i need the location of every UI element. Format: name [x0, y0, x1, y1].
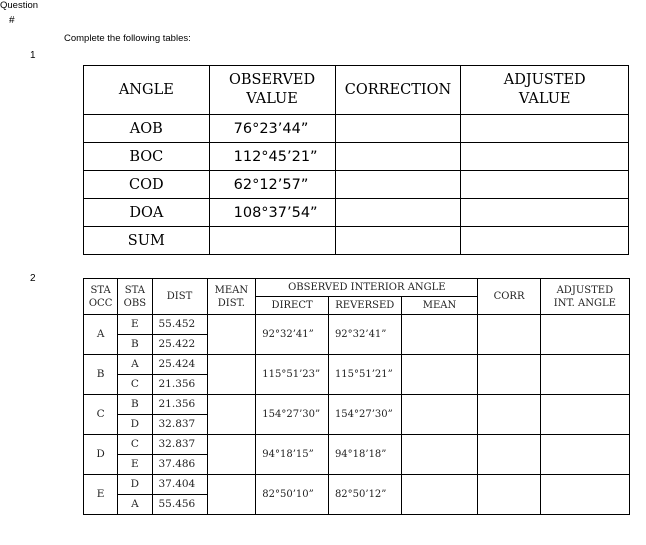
header-mean-line2: DIST.	[217, 297, 245, 309]
adjusted-cell[interactable]	[461, 199, 629, 227]
instruction-text: Complete the following tables:	[64, 33, 191, 44]
sta-occ-cell: E	[84, 475, 118, 515]
header-dist: DIST	[152, 279, 207, 315]
header-sta-obs-line1: STA	[124, 284, 145, 296]
dist-cell: 25.422	[152, 335, 207, 355]
observed-cell[interactable]	[209, 227, 335, 255]
sta-occ-cell: D	[84, 435, 118, 475]
table-row	[84, 475, 630, 495]
adjusted-angle-cell[interactable]	[540, 475, 629, 515]
header-sta-occ-line2: OCC	[88, 297, 113, 309]
dist-cell: 25.424	[152, 355, 207, 375]
corr-cell[interactable]	[478, 315, 540, 355]
table-row	[84, 199, 629, 227]
header-adjusted-line2: VALUE	[518, 91, 571, 107]
correction-cell[interactable]	[335, 199, 461, 227]
correction-cell[interactable]	[335, 227, 461, 255]
correction-cell[interactable]	[335, 143, 461, 171]
header-mean-dist	[207, 279, 256, 315]
header-observed-value	[209, 66, 335, 115]
corr-cell[interactable]	[478, 435, 540, 475]
sta-obs-cell: D	[118, 415, 152, 435]
header-mean: MEAN	[401, 297, 478, 315]
correction-cell[interactable]	[335, 115, 461, 143]
mean-dist-cell[interactable]	[207, 395, 256, 435]
dist-cell: 37.486	[152, 455, 207, 475]
adjusted-angle-cell[interactable]	[540, 315, 629, 355]
angle-adjustment-table	[83, 65, 629, 255]
header-angle: ANGLE	[84, 66, 210, 115]
angle-cell: COD	[84, 171, 210, 199]
table-header-row	[84, 66, 629, 115]
correction-cell[interactable]	[335, 171, 461, 199]
dist-cell: 55.456	[152, 495, 207, 515]
reversed-angle-cell: 92°32’41”	[328, 315, 401, 355]
adjusted-angle-cell[interactable]	[540, 435, 629, 475]
header-observed-line2: VALUE	[246, 91, 298, 107]
angle-cell: AOB	[84, 115, 210, 143]
angle-cell: SUM	[84, 227, 210, 255]
mean-angle-cell[interactable]	[401, 355, 478, 395]
dist-cell: 32.837	[152, 415, 207, 435]
direct-angle-cell: 115°51’23”	[256, 355, 329, 395]
header-sta-occ-line1: STA	[90, 284, 111, 296]
mean-angle-cell[interactable]	[401, 435, 478, 475]
sta-obs-cell: A	[118, 355, 152, 375]
mean-dist-cell[interactable]	[207, 475, 256, 515]
sta-obs-cell: B	[118, 395, 152, 415]
direct-angle-cell: 92°32’41”	[256, 315, 329, 355]
reversed-angle-cell: 115°51’21”	[328, 355, 401, 395]
header-adjusted-line1: ADJUSTED	[503, 72, 586, 88]
question-number-2: 2	[30, 273, 36, 284]
sta-obs-cell: C	[118, 375, 152, 395]
header-observed-line1: OBSERVED	[229, 72, 316, 88]
header-sta-occ	[84, 279, 118, 315]
corr-cell[interactable]	[478, 395, 540, 435]
table-row	[84, 143, 629, 171]
adjusted-cell[interactable]	[461, 115, 629, 143]
header-adj-line1: ADJUSTED	[556, 284, 614, 296]
angle-cell: BOC	[84, 143, 210, 171]
mean-dist-cell[interactable]	[207, 435, 256, 475]
direct-angle-cell: 154°27’30”	[256, 395, 329, 435]
table-row	[84, 395, 630, 415]
mean-angle-cell[interactable]	[401, 475, 478, 515]
sta-occ-cell: C	[84, 395, 118, 435]
sta-occ-cell: B	[84, 355, 118, 395]
sta-obs-cell: D	[118, 475, 152, 495]
dist-cell: 55.452	[152, 315, 207, 335]
adjusted-cell[interactable]	[461, 171, 629, 199]
sta-obs-cell: C	[118, 435, 152, 455]
adjusted-angle-cell[interactable]	[540, 355, 629, 395]
header-reversed: REVERSED	[328, 297, 401, 315]
observed-cell: 108°37’54”	[209, 199, 335, 227]
table-row	[84, 115, 629, 143]
observed-cell: 62°12’57”	[209, 171, 335, 199]
dist-cell: 21.356	[152, 375, 207, 395]
observed-cell: 112°45’21”	[209, 143, 335, 171]
table-header-row	[84, 279, 630, 297]
sta-obs-cell: A	[118, 495, 152, 515]
table-row	[84, 435, 630, 455]
adjusted-cell[interactable]	[461, 227, 629, 255]
mean-dist-cell[interactable]	[207, 355, 256, 395]
sta-obs-cell: E	[118, 315, 152, 335]
reversed-angle-cell: 154°27’30”	[328, 395, 401, 435]
header-sta-obs-line2: OBS	[123, 297, 147, 309]
header-sta-obs	[118, 279, 152, 315]
header-adjusted-value	[461, 66, 629, 115]
observed-cell: 76°23’44”	[209, 115, 335, 143]
sta-obs-cell: B	[118, 335, 152, 355]
table-row	[84, 227, 629, 255]
angle-cell: DOA	[84, 199, 210, 227]
table-row	[84, 315, 630, 335]
dist-cell: 32.837	[152, 435, 207, 455]
header-direct: DIRECT	[256, 297, 329, 315]
question-label: Question	[0, 0, 39, 11]
question-number-1: 1	[30, 50, 36, 61]
corr-cell[interactable]	[478, 355, 540, 395]
sta-obs-cell: E	[118, 455, 152, 475]
header-correction: CORRECTION	[335, 66, 461, 115]
direct-angle-cell: 82°50’10”	[256, 475, 329, 515]
hash-label: #	[9, 15, 15, 26]
sta-occ-cell: A	[84, 315, 118, 355]
adjusted-angle-cell[interactable]	[540, 395, 629, 435]
mean-dist-cell[interactable]	[207, 315, 256, 355]
dist-cell: 21.356	[152, 395, 207, 415]
direct-angle-cell: 94°18’15”	[256, 435, 329, 475]
header-corr: CORR	[478, 279, 540, 315]
header-mean-line1: MEAN	[214, 284, 249, 296]
adjusted-cell[interactable]	[461, 143, 629, 171]
mean-angle-cell[interactable]	[401, 395, 478, 435]
dist-cell: 37.404	[152, 475, 207, 495]
corr-cell[interactable]	[478, 475, 540, 515]
header-adj-line2: INT. ANGLE	[553, 297, 616, 309]
header-observed-interior-angle: OBSERVED INTERIOR ANGLE	[256, 279, 478, 297]
table-row	[84, 355, 630, 375]
reversed-angle-cell: 82°50’12”	[328, 475, 401, 515]
mean-angle-cell[interactable]	[401, 315, 478, 355]
header-adjusted-int-angle	[540, 279, 629, 315]
reversed-angle-cell: 94°18’18”	[328, 435, 401, 475]
traverse-table	[83, 278, 630, 515]
table-row	[84, 171, 629, 199]
